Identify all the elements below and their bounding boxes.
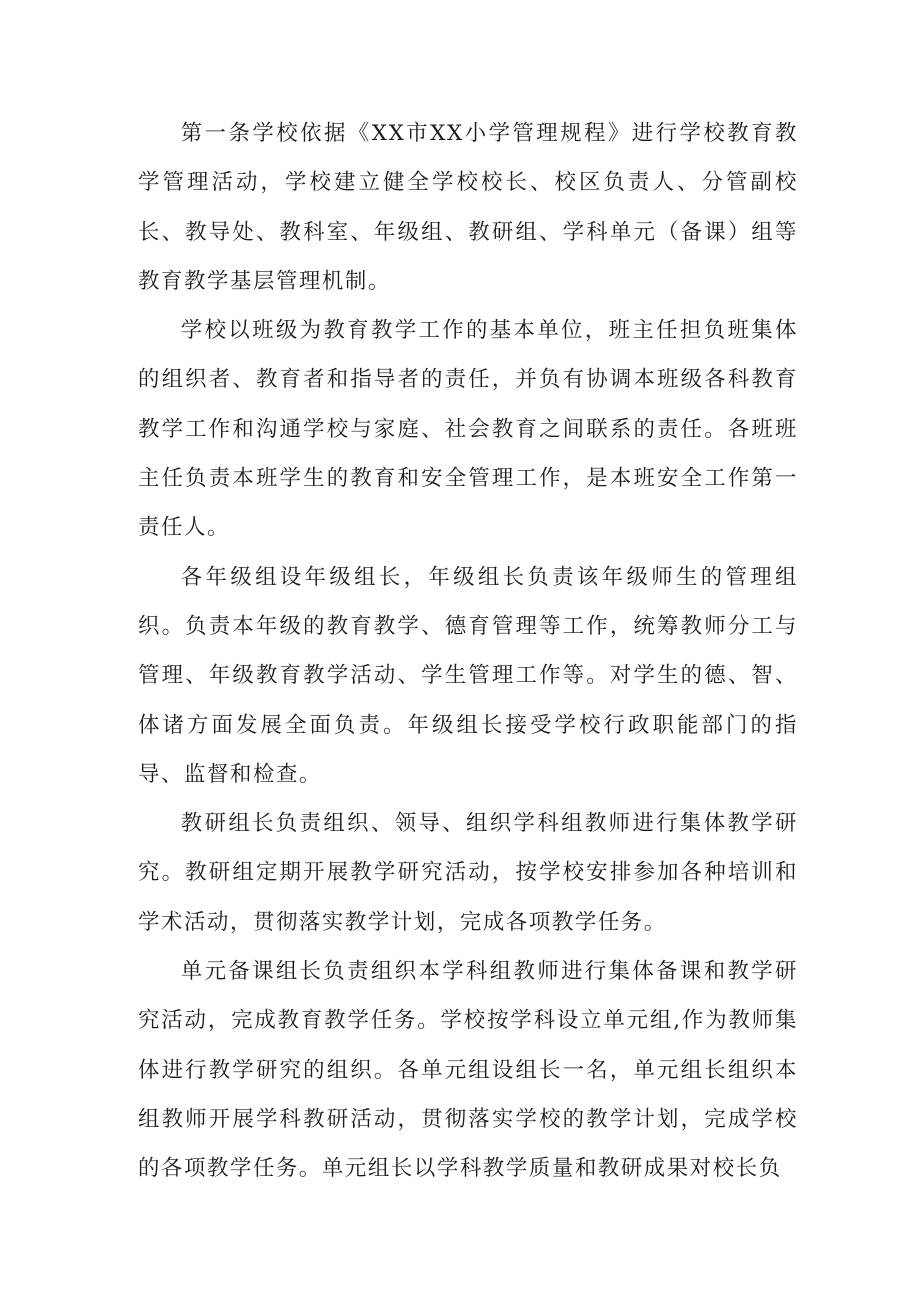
document-body — [138, 109, 798, 1194]
paragraph-unit-lesson-group: 单元备课组长负责组织本学科组教师进行集体备课和教学研究活动，完成教育教学任务。学校按学科设立单元组,作为教师集体进行教学研究的组织。各单元组设组长一名，单元组长组织本组教师开展学科教研活动，贯彻落实学校的教学计划，完成学校的各项教学任务。单元组长以学科教学质量和教研成果对校长负 — [138, 959, 798, 1182]
paragraph-teaching-research-group: 教研组长负责组织、领导、组织学科组教师进行集体教学研究。教研组定期开展教学研究活动，按学校安排参加各种培训和学术活动，贯彻落实教学计划，完成各项教学任务。 — [138, 811, 798, 935]
paragraph-grade-group: 各年级组设年级组长，年级组长负责该年级师生的管理组织。负责本年级的教育教学、德育管理等工作，统筹教师分工与管理、年级教育教学活动、学生管理工作等。对学生的德、智、体诸方面发展全面负责。年级组长接受学校行政职能部门的指导、监督和检查。 — [138, 564, 798, 787]
paragraph-school-management: 第一条学校依据《XX市XX小学管理规程》进行学校教育教学管理活动，学校建立健全学校校长、校区负责人、分管副校长、教导处、教科室、年级组、教研组、学科单元（备课）组等教育教学基层管理机制。 — [138, 121, 798, 294]
paragraph-class-teacher: 学校以班级为教育教学工作的基本单位，班主任担负班集体的组织者、教育者和指导者的责任，并负有协调本班级各科教育教学工作和沟通学校与家庭、社会教育之间联系的责任。各班班主任负责本班学生的教育和安全管理工作，是本班安全工作第一责任人。 — [138, 318, 798, 541]
